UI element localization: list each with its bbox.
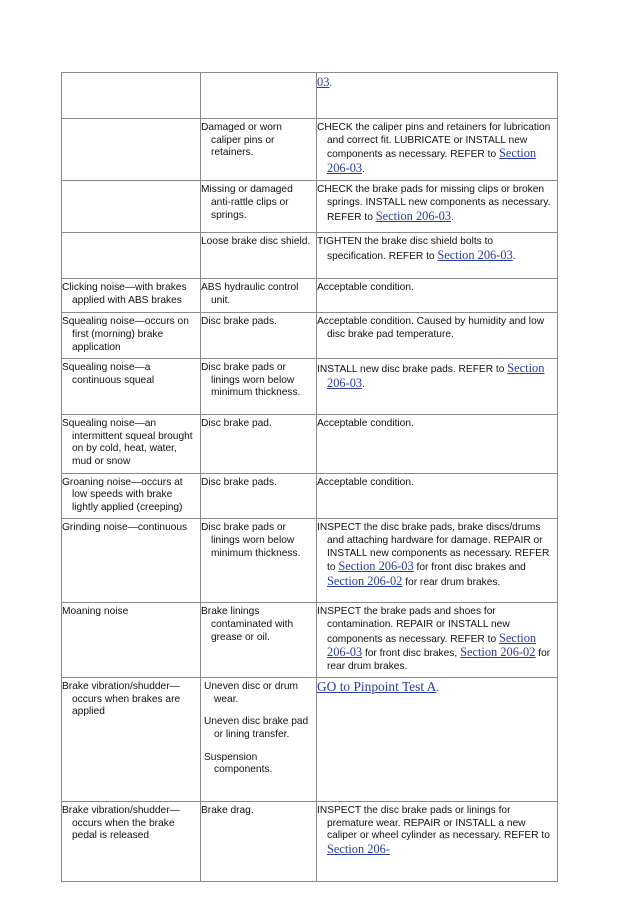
cause-cell: Disc brake pads or linings worn below minimum thickness. [201, 359, 317, 415]
table-row [62, 678, 558, 802]
section-link[interactable]: GO to Pinpoint Test A [317, 679, 437, 695]
symptom-cell: Clicking noise—with brakes applied with ABS brakes [62, 279, 201, 313]
symptom-cell [62, 181, 201, 233]
action-text: INSPECT the disc brake pads or linings for premature wear. REPAIR or INSTALL a new caliper or wheel cylinder as necessary. REFER to [317, 805, 550, 842]
symptom-cell [62, 233, 201, 279]
cause-cell: Disc brake pads. [201, 313, 317, 359]
section-link[interactable]: Section 206-03 [338, 559, 414, 574]
cause-cell: Missing or damaged anti-rattle clips or springs. [201, 181, 317, 233]
action-text: for front disc brakes, [362, 648, 461, 660]
cause-cell [201, 73, 317, 119]
diagnosis-table [61, 72, 558, 882]
cause-cell: Loose brake disc shield. [201, 233, 317, 279]
action-text: TIGHTEN the brake disc shield bolts to specification. REFER to [317, 236, 494, 262]
table-row [62, 181, 558, 233]
cause-cell: Brake linings contaminated with grease or oil. [201, 603, 317, 678]
action-text: for rear drum brakes. [402, 576, 501, 588]
action-text: CHECK the brake pads for missing clips or broken springs. INSTALL new components as necessary. REFER to [317, 184, 551, 223]
action-cell [317, 359, 558, 415]
symptom-cell: Squealing noise—an intermittent squeal brought on by cold, heat, water, mud or snow [62, 415, 201, 473]
action-cell [317, 473, 558, 519]
section-link[interactable]: Section 206-03 [437, 247, 513, 262]
action-text: Acceptable condition. [317, 418, 414, 430]
action-text: Acceptable condition. [317, 282, 414, 294]
section-link[interactable]: Section 206-03 [327, 146, 537, 175]
action-cell [317, 233, 558, 279]
action-text: . [362, 378, 365, 390]
action-cell [317, 519, 558, 603]
symptom-cell [62, 119, 201, 181]
table-row [62, 233, 558, 279]
section-link[interactable]: 03 [317, 75, 330, 89]
section-link[interactable]: Section 206-03 [327, 630, 537, 660]
symptom-cell: Squealing noise—a continuous squeal [62, 359, 201, 415]
table-row [62, 415, 558, 473]
table-row [62, 519, 558, 603]
cause-cell: Disc brake pads or linings worn below minimum thickness. [201, 519, 317, 603]
action-text: INSPECT the brake pads and shoes for contamination. REPAIR or INSTALL new components as necessary. REFER to [317, 606, 510, 645]
action-text: . [329, 78, 333, 89]
table-row [62, 119, 558, 181]
cause-item: Uneven disc or drum wear. [204, 681, 298, 705]
table-row [62, 603, 558, 678]
cause-item: Uneven disc brake pad or lining transfer. [204, 716, 309, 741]
symptom-cell [62, 73, 201, 119]
section-link[interactable]: Section 206-02 [327, 573, 403, 588]
action-cell [317, 279, 558, 313]
table-row [62, 802, 558, 882]
action-cell [317, 802, 558, 882]
action-cell [317, 119, 558, 181]
section-link[interactable]: Section 206-03 [327, 361, 545, 390]
action-text: Acceptable condition. [317, 476, 414, 488]
cause-cell: Disc brake pads. [201, 473, 317, 519]
action-text: Acceptable condition. Caused by humidity and low disc brake pad temperature. [317, 316, 545, 340]
action-text: for front disc brakes and [413, 562, 526, 574]
section-link[interactable]: Section 206- [327, 842, 390, 857]
cause-cell: Brake drag. [201, 802, 317, 882]
cause-cell: Damaged or worn caliper pins or retainers. [201, 119, 317, 181]
action-cell [317, 73, 558, 119]
action-cell [317, 313, 558, 359]
action-text: INSTALL new disc brake pads. REFER to [317, 364, 508, 376]
action-text: . [362, 163, 365, 175]
action-text: CHECK the caliper pins and retainers for lubrication and correct fit. LUBRICATE or INSTALL new components as necessary. REFER to [317, 122, 551, 161]
cause-cell: Disc brake pad. [201, 415, 317, 473]
action-cell [317, 181, 558, 233]
table-row [62, 279, 558, 313]
section-link[interactable]: Section 206-02 [460, 645, 536, 660]
symptom-cell: Groaning noise—occurs at low speeds with brake lightly applied (creeping) [62, 473, 201, 519]
action-text: INSPECT the disc brake pads, brake discs/drums and attaching hardware for damage. REPAIR or INSTALL new components as necessary. REFER to [317, 522, 550, 574]
table-row [62, 313, 558, 359]
cause-cell: ABS hydraulic control unit. [201, 279, 317, 313]
section-link[interactable]: Section 206-03 [375, 208, 452, 223]
table-row [62, 359, 558, 415]
symptom-cell: Moaning noise [62, 603, 201, 678]
table-row [62, 73, 558, 119]
action-cell [317, 603, 558, 678]
symptom-cell: Brake vibration/shudder—occurs when brakes are applied [62, 678, 201, 802]
cause-cell [201, 678, 317, 802]
action-text: . [512, 250, 516, 262]
symptom-cell: Brake vibration/shudder—occurs when the brake pedal is released [62, 802, 201, 882]
cause-item: Suspension components. [204, 751, 273, 776]
action-text: for rear drum brakes. [327, 648, 551, 672]
action-text: . [436, 683, 440, 695]
symptom-cell: Squealing noise—occurs on first (morning) brake application [62, 313, 201, 359]
symptom-cell: Grinding noise—continuous [62, 519, 201, 603]
action-cell [317, 678, 558, 802]
action-cell [317, 415, 558, 473]
table-row [62, 473, 558, 519]
action-text: . [451, 211, 454, 223]
